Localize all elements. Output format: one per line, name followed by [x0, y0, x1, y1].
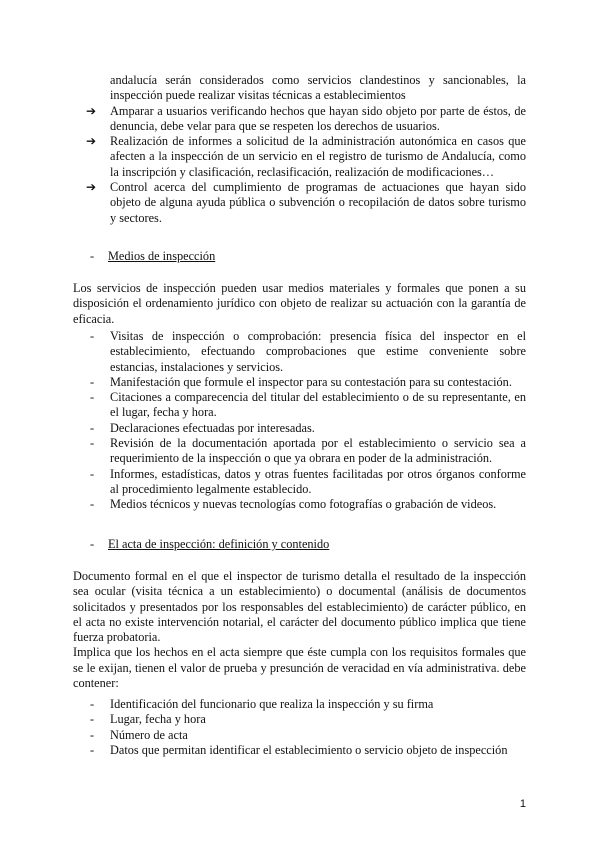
- list-item-text: Visitas de inspección o comprobación: presencia física del inspector en el establecimiento, efectuando comprobaciones que estime conveniente sobre estancias, instalaciones y servicios.: [110, 329, 526, 374]
- list-item: [90, 697, 526, 712]
- list-item: [90, 375, 526, 390]
- arrow-bullet-list: [80, 73, 526, 226]
- arrow-bullet-icon: ➔: [86, 134, 97, 149]
- list-item: [90, 390, 526, 421]
- list-item: [80, 180, 526, 226]
- list-item-text: Número de acta: [110, 727, 188, 742]
- list-item: [80, 104, 526, 135]
- list-item-text: Medios técnicos y nuevas tecnologías como fotografías o grabación de videos.: [110, 497, 497, 512]
- section-paragraph: Documento formal en el que el inspector de turismo detalla el resultado de la inspección sea ocular (visita técnica a un establecimiento) o documental (análisis de documentos solicitados y presentados por los responsables del establecimiento) de carácter público, en el acta no existe intervención notarial, el carácter del documento público implica que tiene fuerza probatoria.: [73, 569, 526, 645]
- list-item: [90, 436, 526, 467]
- list-dash: -: [90, 390, 95, 405]
- list-item: [90, 712, 526, 727]
- list-dash: -: [90, 727, 95, 742]
- list-dash: -: [90, 497, 95, 512]
- list-dash: -: [90, 466, 95, 481]
- list-dash: -: [90, 329, 95, 343]
- heading-dash: -: [90, 249, 95, 263]
- list-item-text: Identificación del funcionario que realiza la inspección y su firma: [110, 697, 434, 711]
- list-item: [90, 329, 526, 375]
- list-item-text: Citaciones a comparecencia del titular del establecimiento o de su representante, en el lugar, fecha y hora.: [110, 390, 526, 420]
- section-paragraph: Implica que los hechos en el acta siempre que éste cumpla con los requisitos formales que se le exijan, tienen el valor de prueba y presunción de veracidad en vía administrativa. debe contener:: [73, 645, 526, 691]
- section-heading-text: Medios de inspección: [108, 249, 216, 263]
- list-dash: -: [90, 712, 95, 727]
- list-item-text: Revisión de la documentación aportada por el establecimiento o servicio sea a requerimiento de la inspección o que ya obrara en poder de la administración.: [110, 436, 526, 466]
- list-continuation-text: andalucía serán considerados como servicios clandestinos y sancionables, la inspección puede realizar visitas técnicas a establecimientos: [110, 73, 526, 103]
- list-item: [90, 728, 526, 743]
- dash-list-acta: [90, 697, 526, 758]
- list-item: [90, 743, 526, 758]
- list-dash: -: [90, 697, 95, 711]
- arrow-bullet-icon: ➔: [86, 180, 97, 195]
- list-item-text: Informes, estadísticas, datos y otras fuentes facilitadas por otros órganos conforme al procedimiento legalmente establecido.: [110, 466, 526, 496]
- list-dash: -: [90, 436, 95, 451]
- list-item-text: Datos que permitan identificar el establecimiento o servicio objeto de inspección: [110, 742, 508, 757]
- list-item-text: Realización de informes a solicitud de la administración autonómica en casos que afecten a la inspección de un servicio en el registro de turismo de Andalucía, como la inscripción y clasificación, reclasificación, realización de modificaciones…: [110, 134, 526, 179]
- heading-dash: -: [90, 537, 95, 551]
- list-dash: -: [90, 742, 95, 757]
- list-item: [90, 421, 526, 436]
- arrow-bullet-icon: ➔: [86, 103, 97, 118]
- list-item: [90, 467, 526, 498]
- list-dash: -: [90, 374, 95, 389]
- list-item: [90, 497, 526, 512]
- dash-list-medios: [90, 329, 526, 513]
- list-item-text: Amparar a usuarios verificando hechos que hayan sido objeto por parte de éstos, de denuncia, debe velar para que se respeten los derechos de usuarios.: [110, 103, 526, 133]
- page-number: 1: [519, 798, 526, 810]
- list-dash: -: [90, 420, 95, 435]
- list-item-text: Lugar, fecha y hora: [110, 712, 206, 727]
- list-item-text: Control acerca del cumplimiento de programas de actuaciones que hayan sido objeto de alguna ayuda pública o subvención o recopilación de datos sobre turismo y sectores.: [110, 180, 526, 225]
- list-item-text: Manifestación que formule el inspector para su contestación para su contestación.: [110, 374, 512, 389]
- section-paragraph: Los servicios de inspección pueden usar medios materiales y formales que ponen a su disposición el ordenamiento jurídico con objeto de realizar su actuación con la garantía de eficacia.: [73, 281, 526, 326]
- list-item: [80, 134, 526, 180]
- section-body: [73, 569, 526, 691]
- section-heading-text: El acta de inspección: definición y contenido: [108, 537, 330, 551]
- list-item-text: Declaraciones efectuadas por interesadas.: [110, 420, 315, 435]
